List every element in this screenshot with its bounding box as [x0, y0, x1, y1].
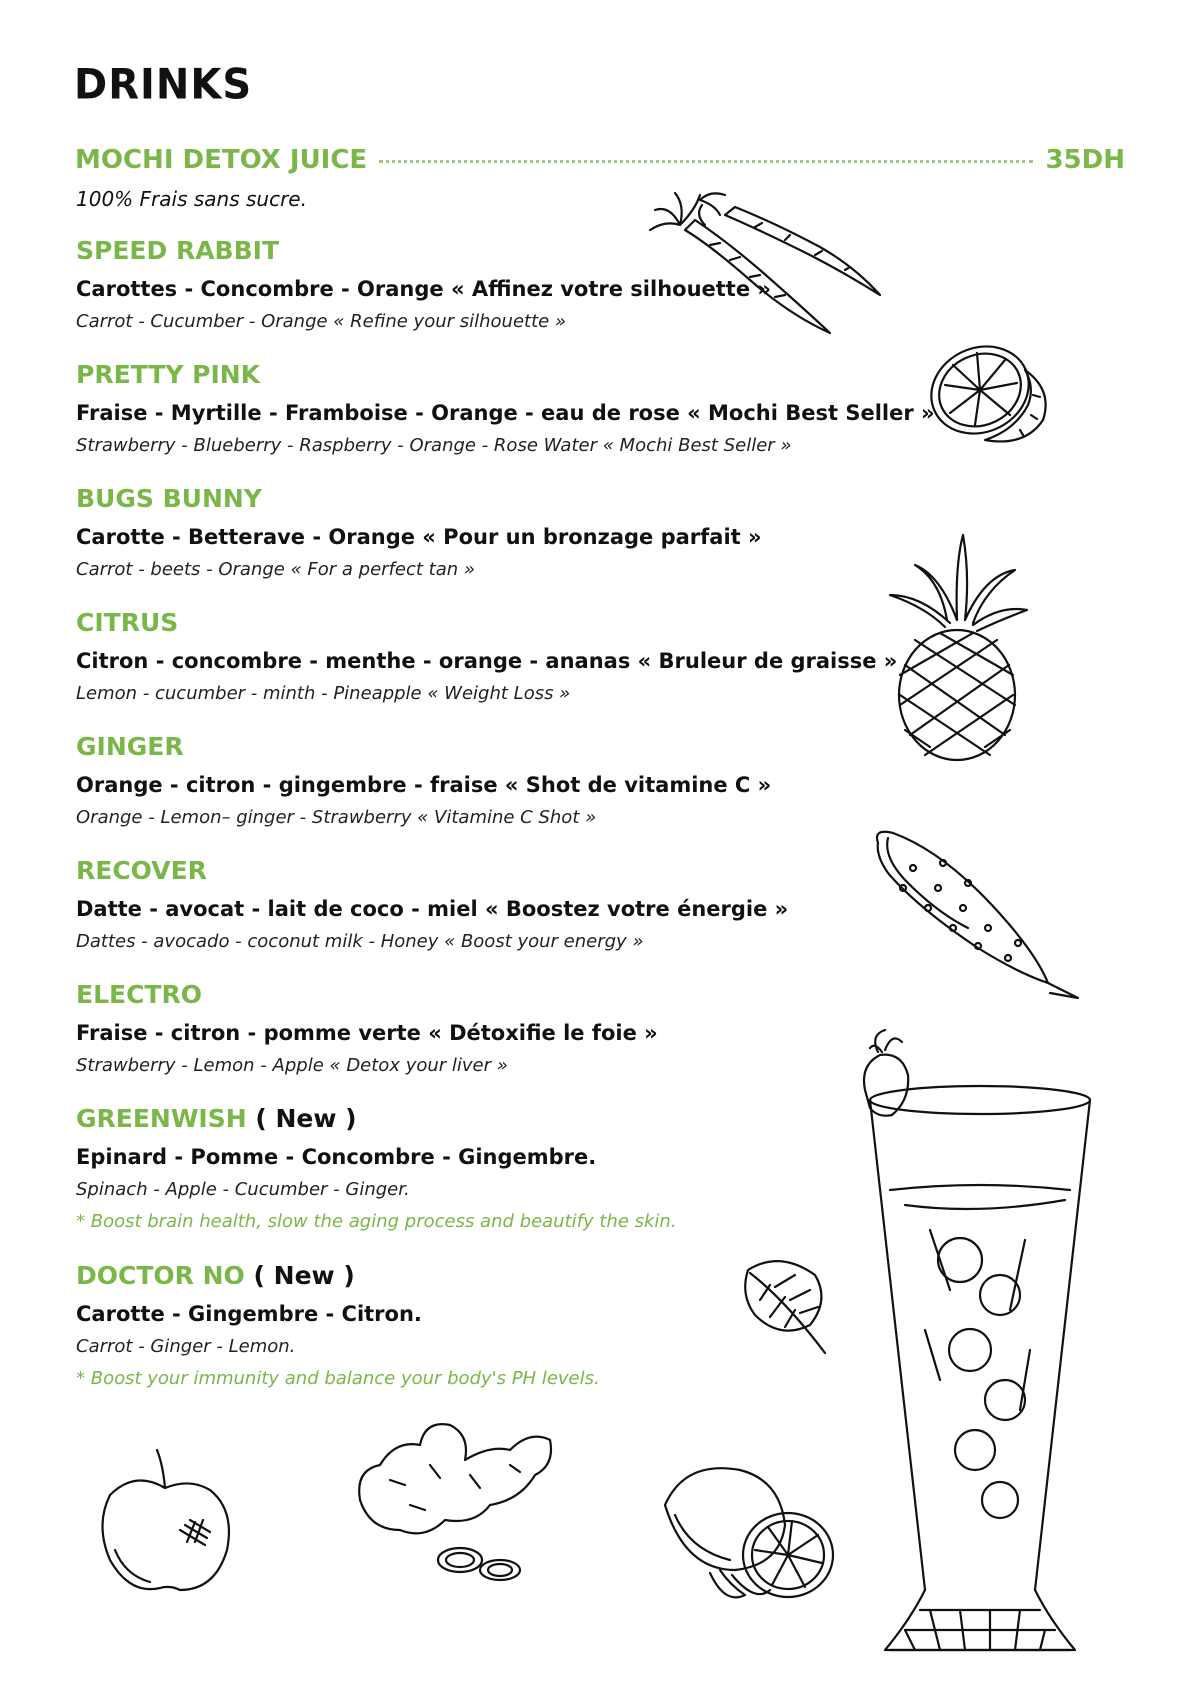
menu-item-name: ELECTRO: [76, 980, 202, 1009]
menu-item: [76, 1261, 600, 1391]
menu-item-description-fr: Carotte - Gingembre - Citron.: [76, 1302, 422, 1326]
menu-item-note: * Boost your immunity and balance your body's PH levels.: [76, 1368, 600, 1389]
menu-item: [76, 732, 771, 830]
menu-item-description-en: Carrot - Cucumber - Orange « Refine your silhouette »: [76, 311, 567, 332]
menu-item-description-fr: Orange - citron - gingembre - fraise « Shot de vitamine C »: [76, 773, 772, 797]
menu-item-name: DOCTOR NO ( New ): [76, 1261, 355, 1290]
featured-item-price: 35DH: [1045, 145, 1125, 175]
menu-item-name: GINGER: [76, 732, 184, 761]
menu-item-description-fr: Datte - avocat - lait de coco - miel « Boostez votre énergie »: [76, 897, 789, 921]
carrot-icon: [640, 185, 890, 335]
menu-item: [76, 980, 658, 1078]
dotted-leader: [379, 160, 1033, 163]
cucumber-icon: [868, 828, 1083, 1008]
menu-item-description-fr: Citron - concombre - menthe - orange - ananas « Bruleur de graisse »: [76, 649, 898, 673]
ginger-root-icon: [350, 1410, 560, 1590]
menu-item-description-en: Carrot - beets - Orange « For a perfect tan »: [76, 559, 475, 580]
juice-glass-icon: [830, 1030, 1100, 1670]
pineapple-icon: [885, 535, 1030, 760]
menu-item: [76, 608, 897, 706]
menu-item: [76, 856, 788, 954]
menu-item-description-en: Lemon - cucumber - minth - Pineapple « Weight Loss »: [76, 683, 571, 704]
new-badge: ( New ): [255, 1104, 357, 1133]
menu-item-description-en: Dattes - avocado - coconut milk - Honey « Boost your energy »: [76, 931, 644, 952]
menu-item-description-fr: Epinard - Pomme - Concombre - Gingembre.: [76, 1145, 597, 1169]
menu-item-note: * Boost brain health, slow the aging process and beautify the skin.: [76, 1211, 677, 1232]
featured-tagline: 100% Frais sans sucre.: [76, 187, 307, 211]
leaf-icon: [740, 1255, 830, 1355]
apple-icon: [95, 1450, 235, 1600]
menu-item: [76, 360, 935, 458]
orange-half-icon: [925, 335, 1055, 455]
featured-item: [75, 145, 1125, 175]
page-title: DRINKS: [74, 60, 253, 110]
menu-item-name: BUGS BUNNY: [76, 484, 262, 513]
menu-item-description-fr: Carotte - Betterave - Orange « Pour un bronzage parfait »: [76, 525, 762, 549]
menu-item-description-en: Strawberry - Blueberry - Raspberry - Orange - Rose Water « Mochi Best Seller »: [76, 435, 792, 456]
menu-item-name: RECOVER: [76, 856, 207, 885]
menu-item-description-en: Orange - Lemon– ginger - Strawberry « Vitamine C Shot »: [76, 807, 597, 828]
menu-item-description-en: Strawberry - Lemon - Apple « Detox your liver »: [76, 1055, 508, 1076]
menu-item-description-fr: Carottes - Concombre - Orange « Affinez votre silhouette »: [76, 277, 771, 301]
featured-item-name: MOCHI DETOX JUICE: [75, 145, 368, 175]
menu-item-description-en: Spinach - Apple - Cucumber - Ginger.: [76, 1179, 410, 1200]
menu-item-description-fr: Fraise - Myrtille - Framboise - Orange - eau de rose « Mochi Best Seller »: [76, 401, 935, 425]
menu-item: [76, 484, 762, 582]
menu-item-name: GREENWISH ( New ): [76, 1104, 357, 1133]
menu-item-name: PRETTY PINK: [76, 360, 261, 389]
menu-item: [76, 1104, 677, 1234]
menu-item-name: SPEED RABBIT: [76, 236, 280, 265]
menu-item-description-fr: Fraise - citron - pomme verte « Détoxifie le foie »: [76, 1021, 658, 1045]
menu-item-name: CITRUS: [76, 608, 179, 637]
menu-item-description-en: Carrot - Ginger - Lemon.: [76, 1336, 296, 1357]
new-badge: ( New ): [253, 1261, 355, 1290]
lemon-icon: [660, 1455, 840, 1605]
